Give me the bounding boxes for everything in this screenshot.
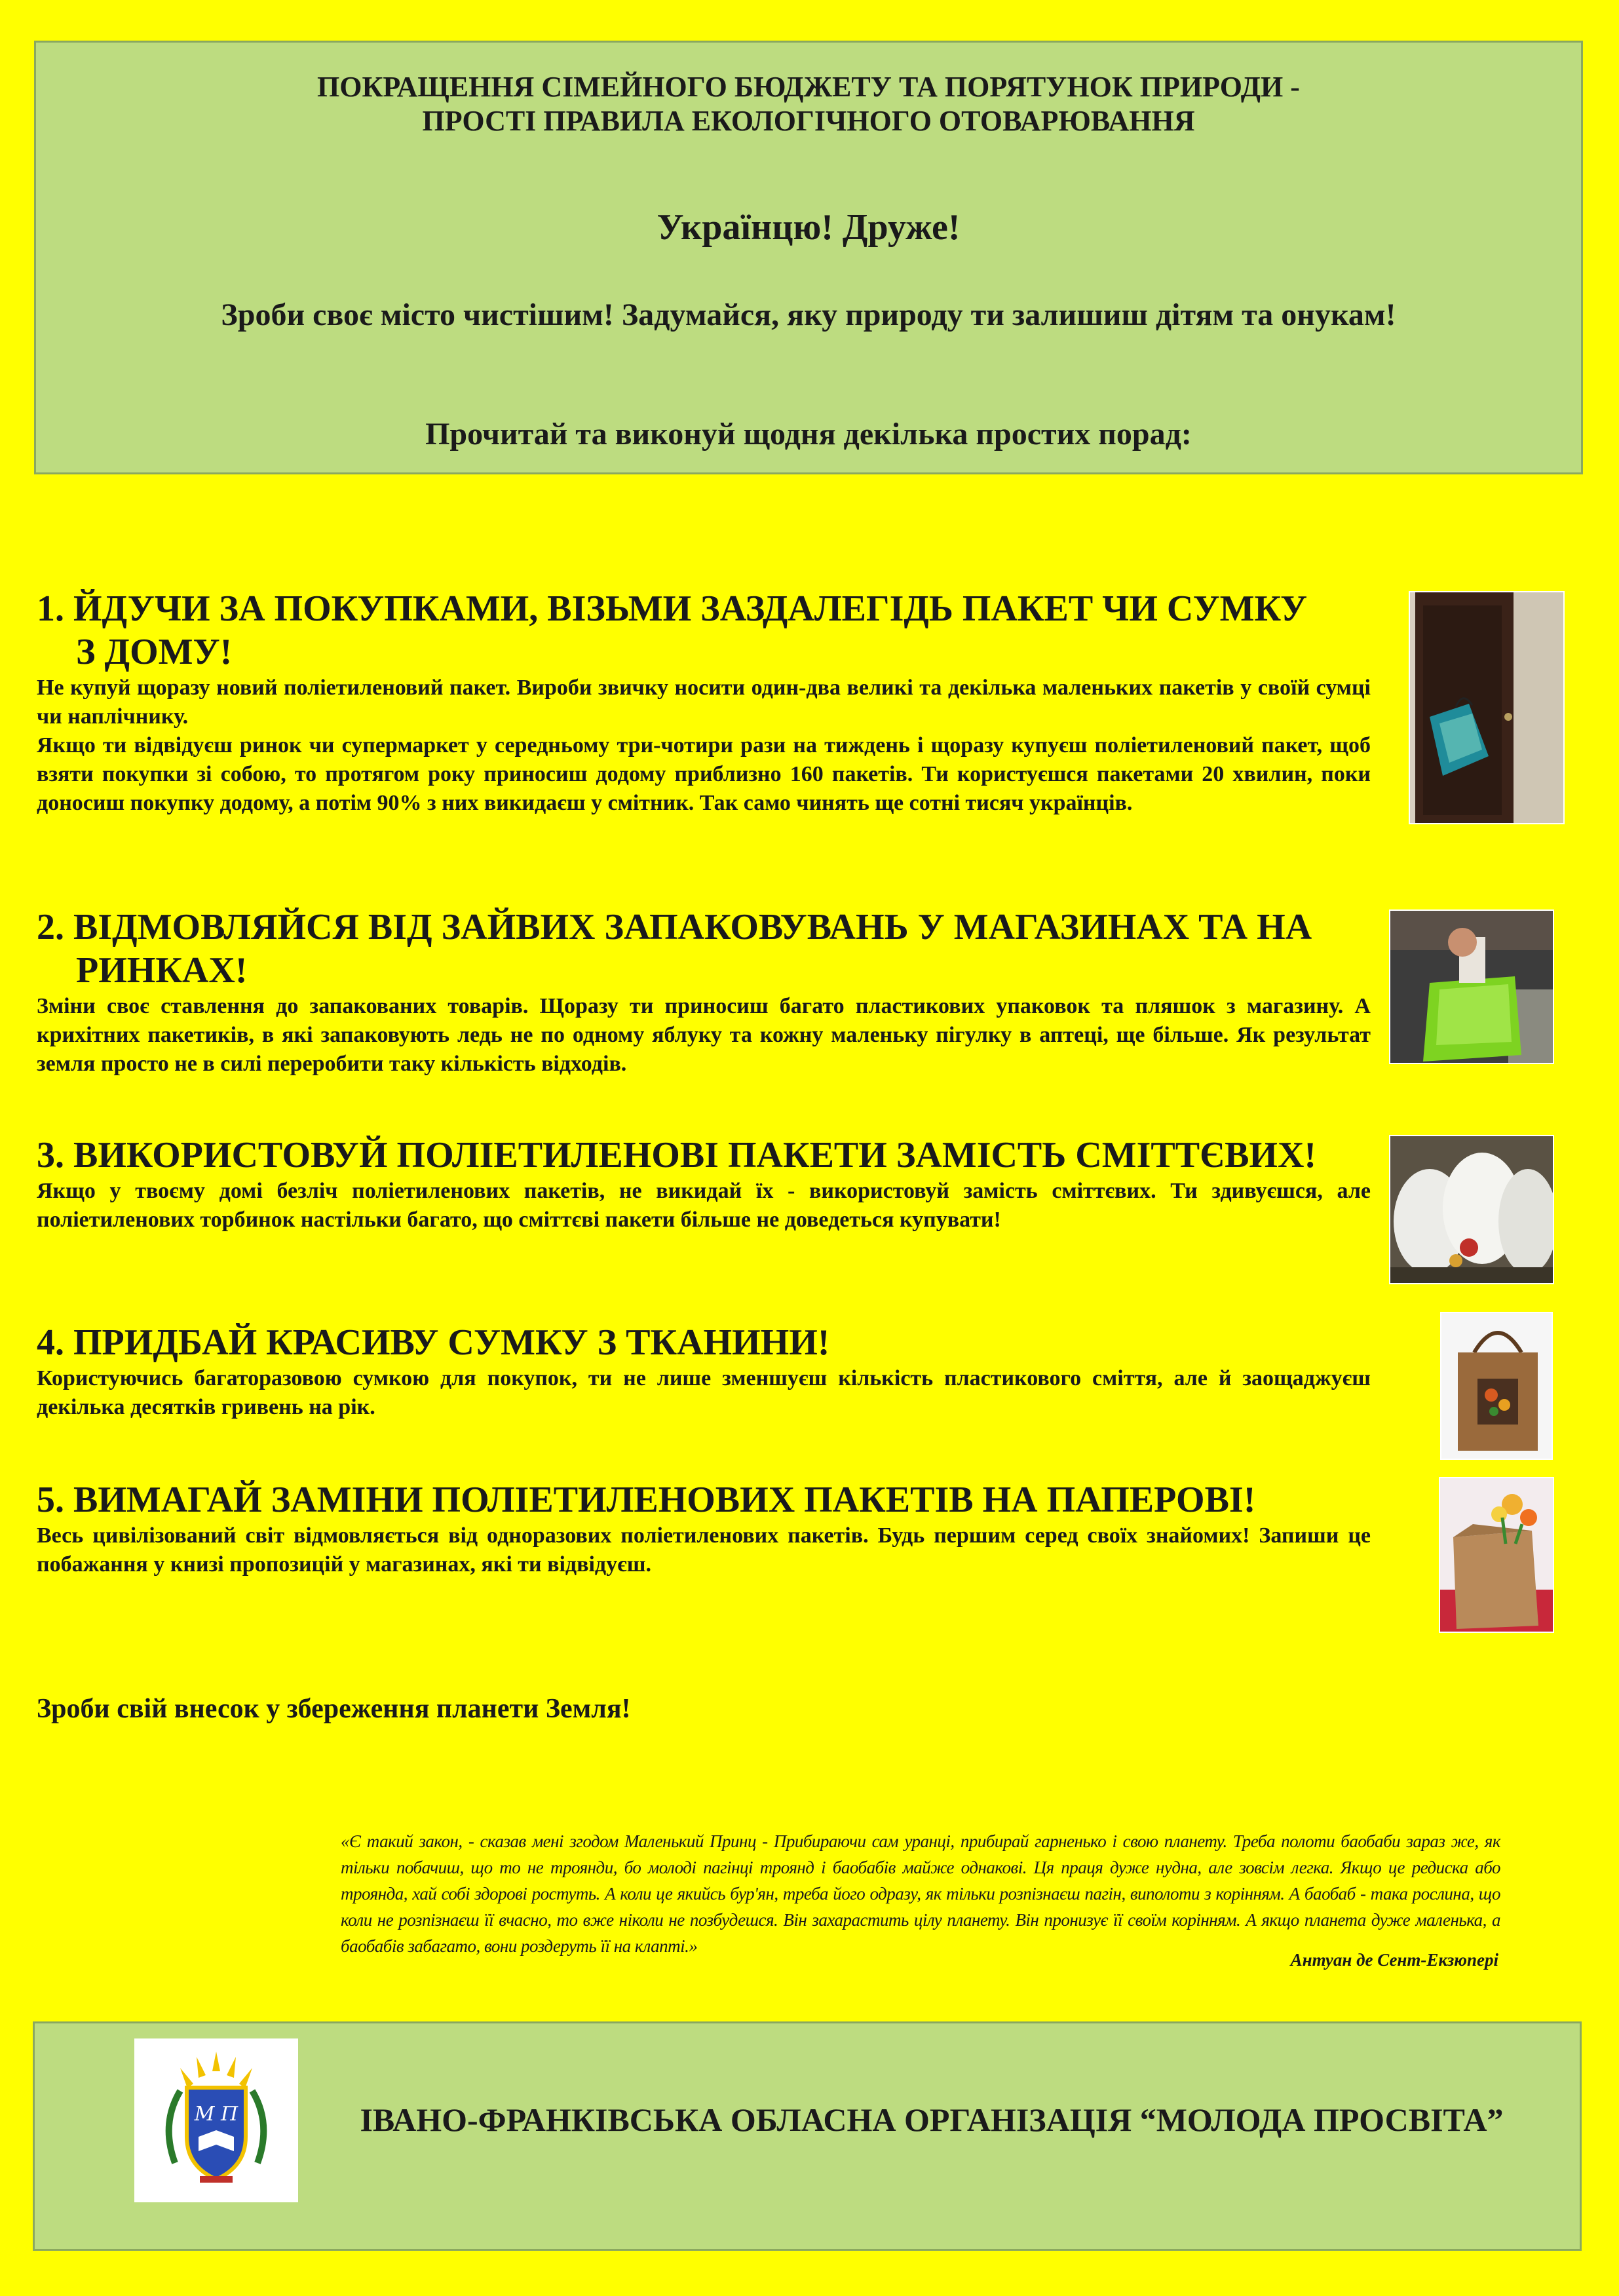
organization-name: ІВАНО-ФРАНКІВСЬКА ОБЛАСНА ОРГАНІЗАЦІЯ “МОЛОДА ПРОСВІТА”	[360, 2101, 1504, 2138]
tip-5-title: 5. ВИМАГАЙ ЗАМІНИ ПОЛІЕТИЛЕНОВИХ ПАКЕТІВ НА ПАПЕРОВІ!	[37, 1480, 1256, 1520]
tip-4-body: Користуючись багаторазовою сумкою для покупок, ти не лише зменшуєш кількість пластикового сміття, але й заощаджуєш декілька десятків гривень на рік.	[37, 1366, 1371, 1419]
tip-3-title: 3. ВИКОРИСТОВУЙ ПОЛІЕТИЛЕНОВІ ПАКЕТИ ЗАМІСТЬ СМІТТЄВИХ!	[37, 1135, 1317, 1176]
tip-1-title-line-2: З ДОМУ!	[76, 632, 233, 672]
logo-emblem-icon	[134, 2038, 298, 2202]
tip-2-title-line-2: РИНКАХ!	[76, 950, 248, 991]
photo-plastic-bags	[1389, 1135, 1554, 1284]
tip-4	[37, 1321, 1371, 1422]
photo-bag-on-door	[1409, 591, 1565, 824]
quote-text: «Є такий закон, - сказав мені згодом Маленький Принц - Прибираючи сам уранці, прибирай гарненько і свою планету. Треба полоти баобаби зараз же, як тільки побачиш, що то не троянди, бо молоді пагінці троянд і баобабів майже однакові. Ця праця дуже нудна, але зовсім легка. Якщо це редиска або троянда, хай собі здорові ростуть. А коли це якийсь бур'ян, треба його одразу, як тільки розпізнаєш пагін, виполоти з корінням. А баобаб - така рослина, що коли не розпізнаєш її вчасно, то вже ніколи не позбудешся. Він захарастить цілу планету. Він пронизує її своїм корінням. А якщо планета дуже маленька, а баобабів забагато, вони роздеруть її на клапті.»	[341, 1831, 1500, 1956]
photo-cloth-bag	[1440, 1312, 1553, 1460]
quote-author: Антуан де Сент-Екзюпері	[1290, 1950, 1498, 1970]
tip-1	[37, 587, 1371, 818]
greeting: Українцю! Друже!	[657, 207, 961, 248]
logo-letters: М П	[194, 2103, 238, 2126]
tip-3	[37, 1134, 1371, 1234]
title-line-1: ПОКРАЩЕННЯ СІМЕЙНОГО БЮДЖЕТУ ТА ПОРЯТУНОК ПРИРОДИ -	[317, 71, 1300, 103]
tip-2-title	[37, 906, 1371, 992]
photo-green-bag	[1389, 909, 1554, 1064]
tip-4-title: 4. ПРИДБАЙ КРАСИВУ СУМКУ З ТКАНИНИ!	[37, 1322, 830, 1363]
tip-1-title-line-1: 1. ЙДУЧИ ЗА ПОКУПКАМИ, ВІЗЬМИ ЗАЗДАЛЕГІДЬ ПАКЕТ ЧИ СУМКУ	[37, 588, 1308, 629]
tip-2-title-line-1: 2. ВІДМОВЛЯЙСЯ ВІД ЗАЙВИХ ЗАПАКОВУВАНЬ У МАГАЗИНАХ ТА НА	[37, 907, 1312, 947]
organization-logo	[134, 2038, 298, 2202]
call-to-action: Зроби своє місто чистішим! Задумайся, яку природу ти залишиш дітям та онукам!	[221, 297, 1396, 332]
footer-banner	[33, 2021, 1582, 2251]
photo-paper-bag-flowers	[1439, 1477, 1554, 1633]
header-banner	[34, 41, 1583, 474]
tip-3-body: Якщо у твоєму домі безліч поліетиленових пакетів, не викидай їх - використовуй замість сміттєвих. Ти здивуєшся, але поліетиленових торбинок настільки багато, що сміттєві пакети більше не доведеться купувати!	[37, 1179, 1371, 1232]
title-line-2: ПРОСТІ ПРАВИЛА ЕКОЛОГІЧНОГО ОТОВАРЮВАННЯ	[422, 105, 1195, 137]
tip-5	[37, 1478, 1371, 1579]
read-prompt: Прочитай та виконуй щодня декілька простих порад:	[425, 417, 1192, 451]
tip-2-body: Зміни своє ставлення до запакованих товарів. Щоразу ти приносиш багато пластикових упаковок та пляшок з магазину. А крихітних пакетиків, в які запаковують ледь не по одному яблуку та кожну маленьку пігулку в аптеці, ще більше. Як результат земля просто не в силі переробити таку кількість відходів.	[37, 994, 1371, 1076]
tip-1-title	[37, 587, 1371, 674]
closing-appeal: Зроби свій внесок у збереження планети Земля!	[37, 1694, 631, 1724]
tip-2	[37, 906, 1371, 1079]
tip-5-body: Весь цивілізований світ відмовляється від одноразових поліетиленових пакетів. Будь першим серед своїх знайомих! Запиши це побажання у книзі пропозицій у магазинах, які ти відвідуєш.	[37, 1523, 1371, 1577]
page-title	[36, 70, 1581, 138]
tip-1-body-2: Якщо ти відвідуєш ринок чи супермаркет у середньому три-чотири рази на тиждень і щоразу купуєш поліетиленовий пакет, щоб взяти покупки зі собою, то протягом року приносиш додому приблизно 160 пакетів. Ти користуєшся пакетами 20 хвилин, поки доносиш покупку додому, а потім 90% з них викидаєш у смітник. Так само чинять ще сотні тисяч українців.	[37, 733, 1371, 815]
tip-1-body-1: Не купуй щоразу новий поліетиленовий пакет. Вироби звичку носити один-два великі та декілька маленьких пакетів у своїй сумці чи наплічнику.	[37, 676, 1371, 729]
